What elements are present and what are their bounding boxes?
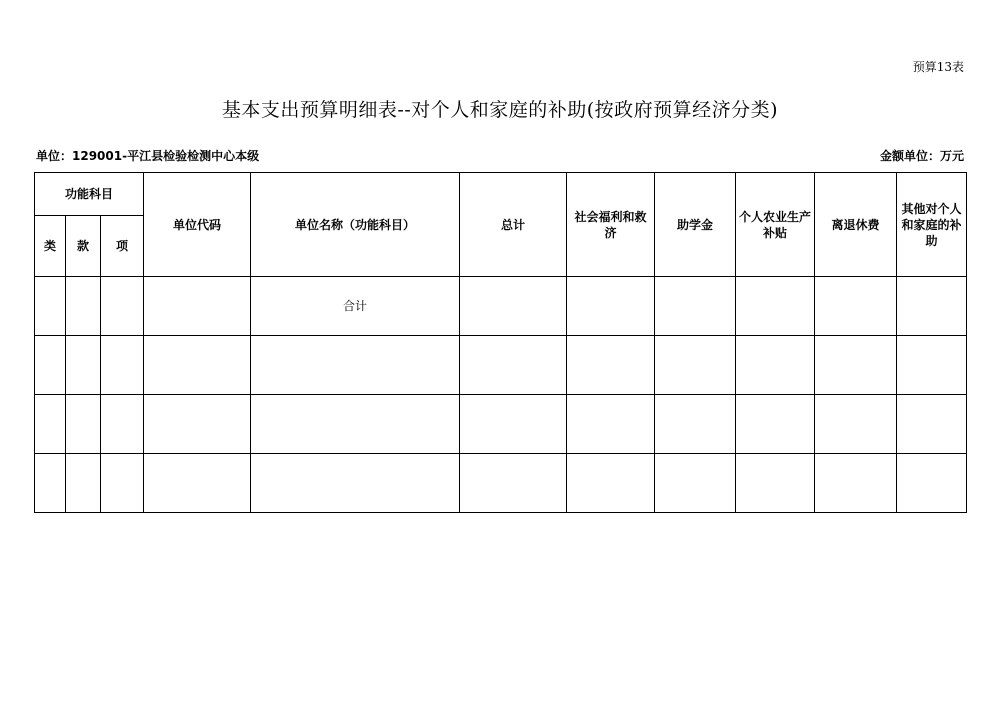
header-retirement: 离退休费 bbox=[815, 173, 897, 277]
cell-unit-code bbox=[144, 336, 251, 395]
cell-kuan bbox=[66, 454, 101, 513]
cell-social-welfare bbox=[567, 454, 655, 513]
cell-xiang bbox=[101, 395, 144, 454]
cell-student-aid bbox=[655, 277, 736, 336]
header-kuan: 款 bbox=[66, 216, 101, 277]
cell-xiang bbox=[101, 336, 144, 395]
cell-farm-subsidy bbox=[736, 395, 815, 454]
cell-student-aid bbox=[655, 454, 736, 513]
cell-lei bbox=[35, 395, 66, 454]
cell-kuan bbox=[66, 277, 101, 336]
cell-lei bbox=[35, 277, 66, 336]
page-title: 基本支出预算明细表--对个人和家庭的补助(按政府预算经济分类) bbox=[221, 99, 779, 121]
cell-total bbox=[460, 395, 567, 454]
header-lei: 类 bbox=[35, 216, 66, 277]
cell-total bbox=[460, 336, 567, 395]
cell-xiang bbox=[101, 454, 144, 513]
cell-kuan bbox=[66, 336, 101, 395]
cell-unit-code bbox=[144, 277, 251, 336]
cell-other-subsidy bbox=[897, 395, 967, 454]
cell-lei bbox=[35, 336, 66, 395]
table-header-row bbox=[35, 173, 967, 216]
header-total: 总计 bbox=[460, 173, 567, 277]
cell-retirement bbox=[815, 336, 897, 395]
cell-lei bbox=[35, 454, 66, 513]
cell-unit-name bbox=[251, 336, 460, 395]
cell-unit-code bbox=[144, 395, 251, 454]
cell-unit-name: 合计 bbox=[251, 277, 460, 336]
header-xiang: 项 bbox=[101, 216, 144, 277]
form-code: 预算13表 bbox=[912, 60, 964, 74]
table-row bbox=[35, 277, 967, 336]
header-unit-code: 单位代码 bbox=[144, 173, 251, 277]
cell-other-subsidy bbox=[897, 454, 967, 513]
cell-retirement bbox=[815, 395, 897, 454]
cell-unit-name bbox=[251, 454, 460, 513]
cell-retirement bbox=[815, 277, 897, 336]
header-social-welfare: 社会福利和救济 bbox=[567, 173, 655, 277]
cell-unit-name bbox=[251, 395, 460, 454]
cell-other-subsidy bbox=[897, 336, 967, 395]
amount-unit-label: 金额单位：万元 bbox=[879, 149, 964, 163]
cell-farm-subsidy bbox=[736, 277, 815, 336]
table-row bbox=[35, 395, 967, 454]
table-row bbox=[35, 336, 967, 395]
unit-label: 单位：129001-平江县检验检测中心本级 bbox=[36, 149, 260, 163]
header-unit-name: 单位名称（功能科目） bbox=[251, 173, 460, 277]
header-farm-subsidy: 个人农业生产补贴 bbox=[736, 173, 815, 277]
cell-xiang bbox=[101, 277, 144, 336]
cell-farm-subsidy bbox=[736, 454, 815, 513]
header-student-aid: 助学金 bbox=[655, 173, 736, 277]
cell-total bbox=[460, 454, 567, 513]
cell-farm-subsidy bbox=[736, 336, 815, 395]
cell-other-subsidy bbox=[897, 277, 967, 336]
cell-total bbox=[460, 277, 567, 336]
header-other-subsidy: 其他对个人和家庭的补助 bbox=[897, 173, 967, 277]
cell-social-welfare bbox=[567, 395, 655, 454]
cell-retirement bbox=[815, 454, 897, 513]
cell-student-aid bbox=[655, 395, 736, 454]
cell-social-welfare bbox=[567, 277, 655, 336]
cell-kuan bbox=[66, 395, 101, 454]
header-func-subject: 功能科目 bbox=[35, 173, 144, 216]
cell-unit-code bbox=[144, 454, 251, 513]
budget-table bbox=[34, 172, 967, 513]
cell-student-aid bbox=[655, 336, 736, 395]
table-row bbox=[35, 454, 967, 513]
cell-social-welfare bbox=[567, 336, 655, 395]
